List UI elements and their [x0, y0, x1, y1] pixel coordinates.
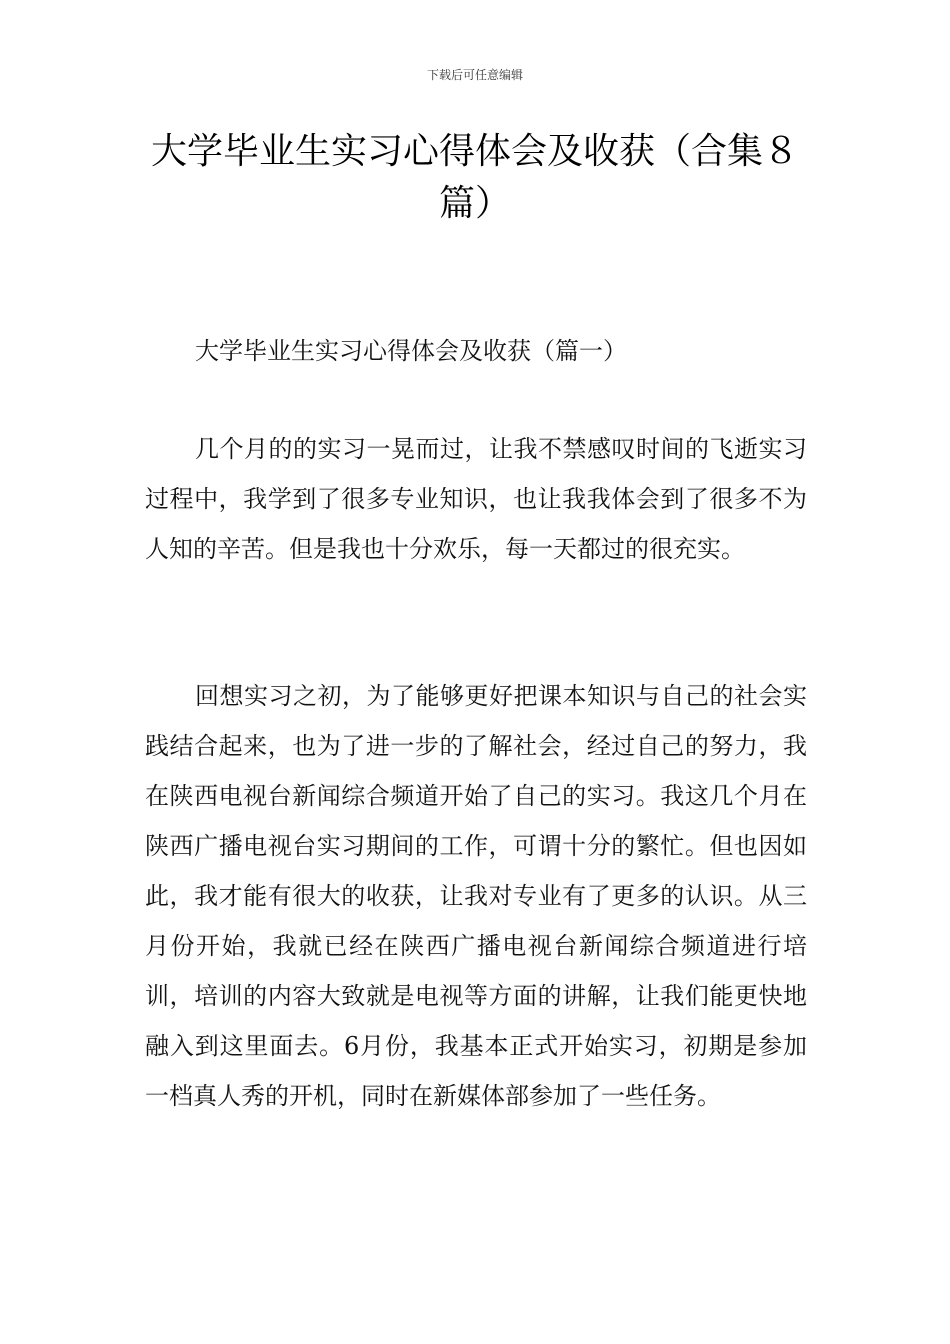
body-paragraph: 几个月的的实习一晃而过，让我不禁感叹时间的飞逝实习过程中，我学到了很多专业知识，也让我我体会到了很多不为人知的辛苦。但是我也十分欢乐，每一天都过的很充实。 — [145, 435, 807, 563]
document-title: 大学毕业生实习心得体会及收获（合集８篇） — [150, 131, 799, 224]
body-paragraph: 回想实习之初，为了能够更好把课本知识与自己的社会实践结合起来，也为了进一步的了解社会，经过自己的努力，我在陕西电视台新闻综合频道开始了自己的实习。我这几个月在陕西广播电视台实习期间的工作，可谓十分的繁忙。但也因如此，我才能有很大的收获，让我对专业有了更多的认识。从三月份开始，我就已经在陕西广播电视台新闻综合频道进行培训，培训的内容大致就是电视等方面的讲解，让我们能更快地融入到这里面去。6月份，我基本正式开始实习，初期是参加一档真人秀的开机，同时在新媒体部参加了一些任务。 — [145, 682, 807, 1110]
header-note: 下载后可任意编辑 — [426, 68, 523, 82]
section-heading: 大学毕业生实习心得体会及收获（篇一） — [195, 337, 627, 365]
